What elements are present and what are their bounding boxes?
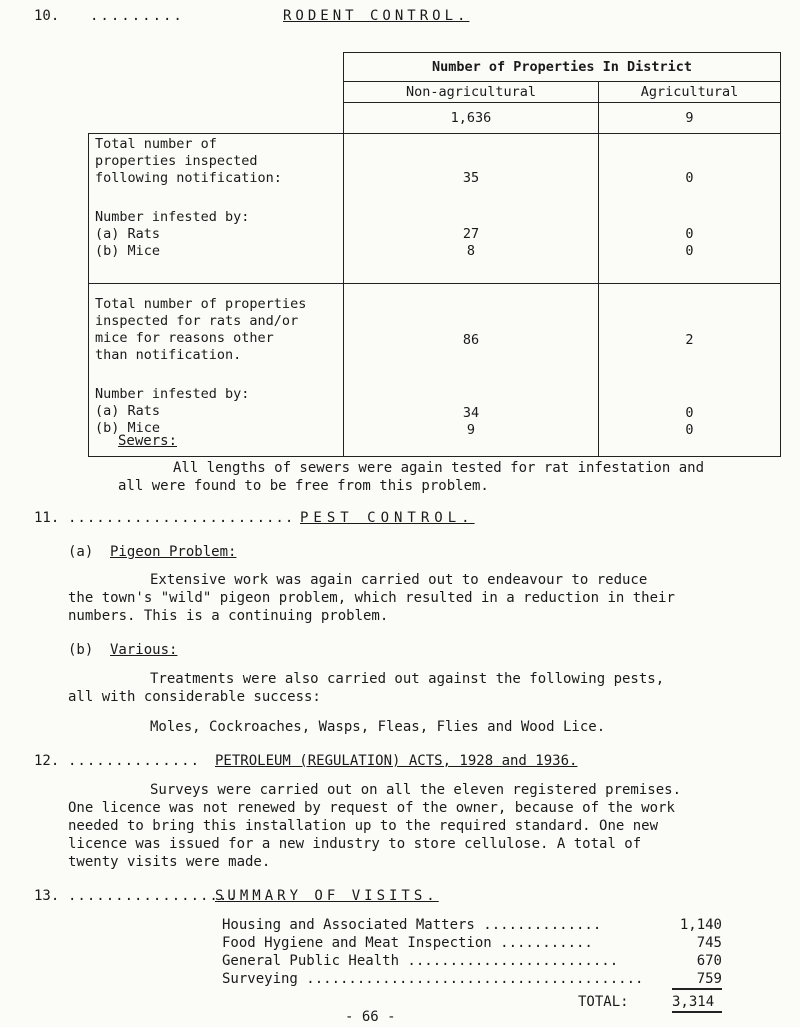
various-paragraph-line: Treatments were also carried out against the following pests, [150,671,665,687]
sewers-paragraph-line: all were found to be free from this problem. [118,478,489,494]
value-rats-other-ag: 0 [685,405,694,421]
section-number-11: 11. [34,510,60,526]
values-agricultural-notification [599,134,781,284]
subsection-label-b: (b) [68,642,94,658]
summary-row [222,935,722,953]
values-agricultural-other [599,284,781,457]
row-label-line: (a) Rats [95,403,161,419]
value-rats-other-nonag: 34 [462,405,480,421]
summary-value: 745 [696,935,722,951]
value-inspected-other-ag: 2 [685,332,694,348]
row-label-line: following notification: [95,170,282,186]
row-label-line: Number infested by: [95,209,250,225]
summary-total-value: 3,314 [672,994,715,1010]
row-label-line: Total number of properties [95,296,307,312]
summary-label: Food Hygiene and Meat Inspection ........... [222,935,593,951]
value-mice-nonag: 8 [466,243,476,259]
pests-list: Moles, Cockroaches, Wasps, Fleas, Flies and Wood Lice. [150,719,606,735]
row-label-line: properties inspected [95,153,258,169]
total-non-agricultural: 1,636 [344,103,599,134]
various-paragraph-line: all with considerable success: [68,689,321,705]
summary-total-label: TOTAL: [578,994,629,1010]
petroleum-paragraph-line: needed to bring this installation up to the required standard. One new [68,818,659,834]
row-label-line: than notification. [95,347,242,363]
row-label-line: Total number of [95,136,217,152]
rodent-control-table [88,52,781,457]
row-label-line: (a) Rats [95,226,161,242]
row-label-line: (b) Mice [95,420,161,436]
values-non-agricultural-other [344,284,599,457]
section-leader-dots: .................. [68,888,238,904]
summary-label: Housing and Associated Matters .............. [222,917,602,933]
subsection-label-a: (a) [68,544,94,560]
summary-value: 759 [696,971,722,987]
section-number-10: 10. [34,8,60,24]
section-number-13: 13. [34,888,60,904]
col-header-non-agricultural: Non-agricultural [344,82,599,103]
values-non-agricultural-notification [344,134,599,284]
section-title-summary-of-visits: SUMMARY OF VISITS. [215,888,439,904]
summary-value: 1,140 [679,917,722,933]
summary-row [222,917,722,935]
various-heading: Various: [110,642,178,658]
section-number-12: 12. [34,753,60,769]
value-inspected-nonag: 35 [462,170,480,186]
group-header: Number of Properties In District [344,53,781,82]
row-label-line: mice for reasons other [95,330,274,346]
total-agricultural: 9 [599,103,781,134]
row-label-notification [89,134,344,284]
value-inspected-other-nonag: 86 [462,332,480,348]
value-rats-ag: 0 [685,226,694,242]
table-row [89,284,781,457]
section-title-rodent-control: RODENT CONTROL. [283,8,470,24]
pigeon-problem-heading: Pigeon Problem: [110,544,237,560]
summary-rule [672,988,722,990]
summary-label: General Public Health ......................... [222,953,619,969]
sewers-heading: Sewers: [118,433,178,449]
summary-row [222,953,722,971]
petroleum-paragraph-line: One licence was not renewed by request of the owner, because of the work [68,800,675,816]
value-mice-ag: 0 [685,243,694,259]
row-label-line: (b) Mice [95,243,161,259]
petroleum-paragraph-line: licence was issued for a new industry to store cellulose. A total of [68,836,642,852]
value-mice-other-ag: 0 [685,422,694,438]
summary-label: Surveying ........................................ [222,971,644,987]
page-number: - 66 - [345,1009,396,1025]
section-leader-dots: ......... [90,8,184,24]
col-header-agricultural: Agricultural [599,82,781,103]
summary-value: 670 [696,953,722,969]
section-leader-dots: ........................ [68,510,295,526]
summary-row [222,971,722,989]
table-row [89,134,781,284]
row-label-line: inspected for rats and/or [95,313,299,329]
value-rats-nonag: 27 [462,226,480,242]
section-title-petroleum-acts: PETROLEUM (REGULATION) ACTS, 1928 and 1936. [215,753,578,769]
sewers-paragraph-line: All lengths of sewers were again tested for rat infestation and [173,460,705,476]
petroleum-paragraph-line: Surveys were carried out on all the eleven registered premises. [150,782,682,798]
summary-total-rule [672,1011,722,1013]
value-mice-other-nonag: 9 [466,422,476,438]
row-label-line: Number infested by: [95,386,250,402]
section-title-pest-control: PEST CONTROL. [300,510,475,526]
section-leader-dots: .............. [68,753,201,769]
petroleum-paragraph-line: twenty visits were made. [68,854,271,870]
pigeon-paragraph-line: Extensive work was again carried out to endeavour to reduce [150,572,648,588]
pigeon-paragraph-line: the town's "wild" pigeon problem, which resulted in a reduction in their [68,590,675,606]
row-label-other-reasons [89,284,344,457]
value-inspected-ag: 0 [685,170,694,186]
pigeon-paragraph-line: numbers. This is a continuing problem. [68,608,389,624]
table-corner-empty [89,53,344,134]
